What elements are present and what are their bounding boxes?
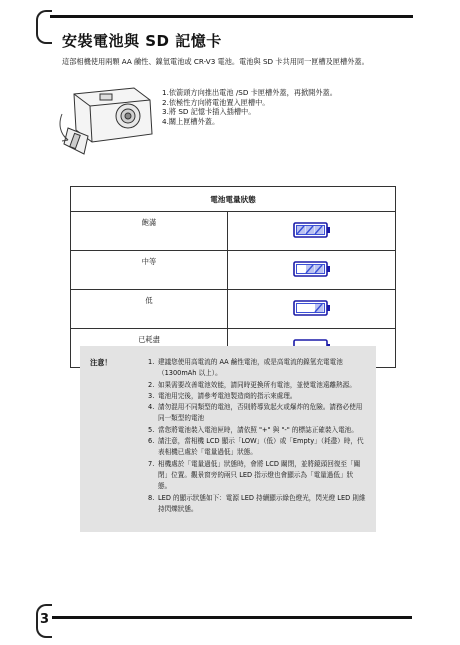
item-text: 如果需要改善電池效能，請同時更換所有電池，並使電池遠離熱源。 [158,380,356,389]
page-title: 安裝電池與 SD 記憶卡 [62,32,222,50]
item-text: 相機處於「電量過低」狀態時，會將 LCD 關閉，並將鏡頭回復至「關閉」位置。觀景窗旁的兩只 LED 指示燈也會顯示為「電量過低」狀態。 [158,459,361,491]
item-number: 3. [148,391,155,400]
list-item [148,493,366,516]
battery-level-label: 飽滿 [71,212,228,251]
list-item [148,402,366,425]
page-number: 3 [40,612,50,627]
header-rule [50,15,413,18]
item-number: 5. [148,425,155,434]
item-text: 建議您使用高電流的 AA 鹼性電池，或是高電流的鎳氫充電電池（1300mAh 以上）。 [158,358,343,378]
caution-box [80,346,376,532]
item-number: 2. [148,380,155,389]
camera-illustration [58,84,158,156]
list-item [148,380,366,391]
list-item [148,357,366,380]
install-steps [162,88,402,126]
step-item: 4.關上匣槽外蓋。 [162,116,220,126]
table-row [71,212,396,251]
battery-low-icon [293,309,331,318]
battery-medium-icon [293,270,331,279]
list-item [148,436,366,459]
caution-list [148,357,366,515]
caution-label: 注意！ [90,358,112,367]
item-number: 4. [148,403,155,412]
list-item [148,425,366,436]
item-text: 請勿混用不同類型的電池，否則將導致起火或爆炸的危險。請務必使用同一類型的電池 [158,403,363,423]
item-number: 6. [148,437,155,446]
battery-table-header: 電池電量狀態 [71,187,396,212]
step-item: 2.依極性方向將電池置入匣槽中。 [162,97,270,107]
item-number: 8. [148,493,155,502]
battery-level-label: 中等 [71,251,228,290]
list-item [148,391,366,402]
item-number: 1. [148,358,155,366]
item-text: 請注意，當相機 LCD 顯示「LOW」（低）或「Empty」（耗盡）時，代表相機已處於「電量過低」狀態。 [158,437,364,457]
step-item: 3.將 SD 記憶卡插入插槽中。 [162,107,256,116]
item-number: 7. [148,459,155,468]
battery-full-icon [293,231,331,240]
footer-rule [52,616,412,619]
battery-level-label: 低 [71,290,228,329]
step-item: 1.依箭頭方向推出電池 /SD 卡匣槽外蓋，再掀開外蓋。 [162,88,337,97]
intro-paragraph: 這部相機使用兩顆 AA 鹼性、鎳氫電池或 CR-V3 電池。電池與 SD 卡共用同一匣槽及匣槽外蓋。 [62,57,369,66]
list-item [148,459,366,493]
item-text: 電池用完後，請參考電池製造商的指示來處理。 [158,391,297,400]
item-text: 當您將電池裝入電池匣時，請依照 "+" 與 "-" 的標誌正確裝入電池。 [158,425,358,434]
table-row [71,251,396,290]
battery-level-label: 已耗盡 [71,329,228,368]
table-row [71,290,396,329]
item-text: LED 的顯示狀態如下：電源 LED 持續顯示綠色燈光，閃光燈 LED 則維持閃爍狀態。 [158,493,366,513]
battery-status-table [70,186,396,368]
